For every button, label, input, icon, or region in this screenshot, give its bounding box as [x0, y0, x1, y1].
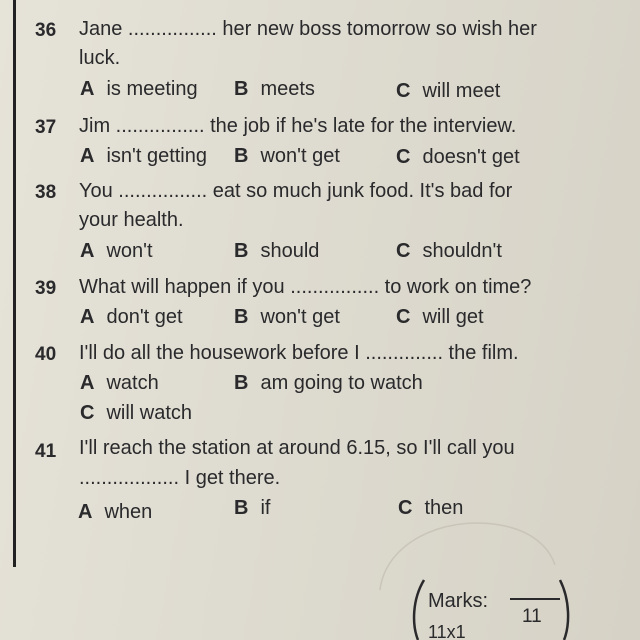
- option-letter: B: [234, 372, 249, 394]
- marks-box: [410, 570, 570, 640]
- option-b[interactable]: [234, 145, 340, 168]
- question-text-line-1: I'll reach the station at around 6.15, so I'll call you: [79, 437, 515, 459]
- option-letter: A: [80, 240, 95, 262]
- option-letter: B: [234, 78, 249, 100]
- option-text: won't get: [260, 306, 340, 328]
- question-number: 36: [35, 20, 57, 41]
- question-text-line-1: What will happen if you ................ to work on time?: [79, 276, 532, 298]
- option-c[interactable]: [396, 240, 502, 263]
- option-letter: C: [396, 146, 411, 168]
- option-text: isn't getting: [106, 145, 207, 167]
- option-b[interactable]: [234, 372, 423, 395]
- option-b[interactable]: [234, 497, 270, 520]
- option-letter: B: [234, 306, 249, 328]
- option-text: will get: [422, 306, 484, 328]
- option-text: watch: [106, 372, 159, 394]
- option-b[interactable]: [234, 240, 319, 263]
- question-number: 38: [35, 182, 57, 203]
- option-letter: C: [396, 306, 411, 328]
- option-text: don't get: [106, 306, 183, 328]
- question-text-line-2: luck.: [79, 47, 121, 69]
- option-c[interactable]: [80, 402, 192, 425]
- option-text: will meet: [422, 80, 501, 102]
- option-letter: B: [234, 145, 249, 167]
- marks-footer: 11x1: [428, 622, 466, 640]
- option-text: doesn't get: [422, 146, 520, 168]
- option-letter: A: [78, 501, 93, 523]
- option-text: when: [104, 501, 153, 523]
- question-number: 39: [35, 278, 57, 299]
- option-text: am going to watch: [260, 372, 423, 394]
- option-text: then: [424, 497, 464, 519]
- question-number: 41: [35, 441, 57, 462]
- option-letter: A: [80, 306, 95, 328]
- marks-label: Marks:: [428, 590, 488, 612]
- option-letter: A: [80, 78, 95, 100]
- question-text-line-1: Jim ................ the job if he's late for the interview.: [79, 115, 517, 137]
- question-number: 40: [35, 344, 57, 365]
- option-letter: C: [80, 402, 95, 424]
- question-number: 37: [35, 117, 57, 138]
- option-c[interactable]: [396, 306, 484, 329]
- option-text: should: [260, 240, 320, 262]
- marks-fraction-line: [510, 598, 560, 600]
- option-letter: B: [234, 240, 249, 262]
- option-c[interactable]: [396, 146, 520, 169]
- option-text: is meeting: [106, 78, 198, 100]
- option-a[interactable]: [80, 145, 207, 168]
- marks-total: 11: [522, 606, 542, 627]
- option-text: won't get: [260, 145, 340, 167]
- option-letter: C: [396, 240, 411, 262]
- option-letter: C: [396, 80, 411, 102]
- option-b[interactable]: [234, 306, 340, 329]
- question-text-line-1: You ................ eat so much junk food. It's bad for: [79, 180, 513, 202]
- option-letter: A: [80, 145, 95, 167]
- question-text-line-2: your health.: [79, 209, 184, 231]
- question-text-line-1: I'll do all the housework before I .............. the film.: [79, 342, 519, 364]
- option-text: won't: [106, 240, 153, 262]
- question-text-line-2: .................. I get there.: [79, 467, 281, 489]
- option-a[interactable]: [80, 240, 153, 263]
- question-text-line-1: Jane ................ her new boss tomorrow so wish her: [79, 18, 537, 40]
- option-b[interactable]: [234, 78, 315, 101]
- option-text: meets: [260, 78, 315, 100]
- option-text: will watch: [106, 402, 193, 424]
- option-c[interactable]: [396, 80, 500, 103]
- option-letter: A: [80, 372, 95, 394]
- option-a[interactable]: [80, 78, 198, 101]
- margin-rule: [13, 0, 16, 567]
- option-text: shouldn't: [422, 240, 502, 262]
- option-a[interactable]: [80, 372, 159, 395]
- option-text: if: [260, 497, 271, 519]
- option-a[interactable]: [78, 501, 152, 524]
- option-letter: C: [398, 497, 413, 519]
- option-a[interactable]: [80, 306, 183, 329]
- option-letter: B: [234, 497, 249, 519]
